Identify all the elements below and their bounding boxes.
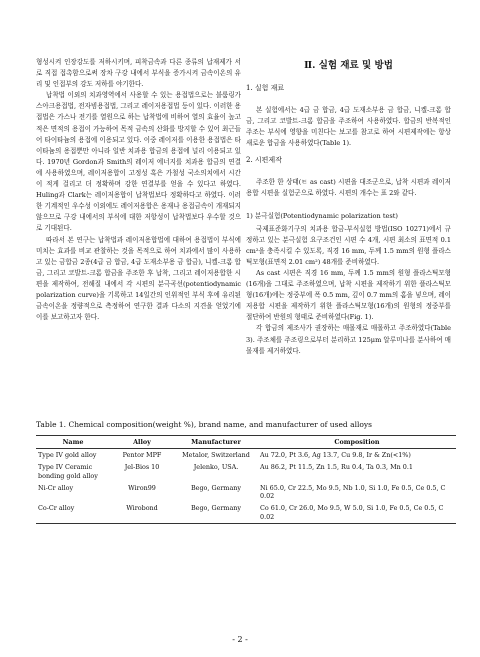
cell-manufacturer: Jelenko, USA. <box>193 463 239 472</box>
section-title: Ⅱ. 실험 재료 및 방법 <box>304 60 393 71</box>
right-column <box>246 57 451 357</box>
table-row <box>36 461 456 482</box>
specimen-paragraph: 주조한 한 상태(ㅌ as cast) 시편을 대조군으로, 납착 시편과 레이저용합 시편을 실험군으로 하였다. 시편의 개수는 표 2와 같다. <box>246 178 451 198</box>
cell-composition: Co 61.0, Cr 26.0, Mo 9.5, W 5.0, Si 1.0, Fe 0.5, Ce 0.5, C 0.02 <box>258 502 456 523</box>
header-alloy: Alloy <box>110 436 174 449</box>
intro-paragraph-2: 납착법 이외의 치과영역에서 사용할 수 있는 용접법으로는 블룸링가스아크용접법, 전자빔용접법, 그리고 레이저용접법 등이 있다. 이러한 용접법은 가스나 전기를 열원으로 하는 납착법에 비하여 열의 효율이 높고 적은 면적의 용접이 가능하여 목적 금속의 산화를 방지할 수 있어 최근들어 타이타늄의 용접에 이용되고 있다. 이중 레이저를 이용한 용접법은 타이타늄의 용접뿐만 아니라 일반 치과용 합금의 용접에 널리 이용되고 있다. 1970년 Gordon과 Smith의 레이저 에너지를 치과용 합금의 연결에 사용하였으며, 레이저용합이 고정성 혹은 가철성 국소의치에서 시간이 적게 걸리고 더 정확하며 강한 연결부를 얻을 수 있다고 하였다. Huling과 Clark는 레이저용합이 납착법보다 정확하다고 하였다. 이러한 기계적인 우수성 이외에도 레이저용합은 용재나 용접금속이 개재되지 않으므로 구강 내에서의 부식에 대한 저항성이 납착법보다 우수할 것으로 기대된다. <box>36 91 241 233</box>
table-row <box>36 502 456 523</box>
materials-paragraph: 본 실험에서는 4급 금 합금, 4급 도재소부용 금 합금, 니켈-크롬 합금, 그리고 코발트-크롬 합금을 주조하여 사용하였다. 합금의 반복적인 주조는 부식에 영향을 미친다는 보고를 참고로 하여 시편제작에는 항상 새로운 합금을 사용하였다(Table 1). <box>246 106 451 148</box>
cell-name: Type IV Ceramic bonding gold alloy <box>38 463 98 480</box>
cell-alloy: Wiron99 <box>128 483 156 492</box>
cell-composition: Au 72.0, Pt 3.6, Ag 13.7, Cu 9.8, Ir & Zn(<1%) <box>260 451 411 459</box>
table-header-row <box>36 436 456 449</box>
table-row <box>36 482 456 503</box>
polarization-test-title: 1) 분극실험(Potentiodynamic polarization test) <box>246 211 398 220</box>
cell-manufacturer: Metalor, Switzerland <box>182 451 250 459</box>
alloy-table <box>36 435 456 524</box>
table-1 <box>36 420 456 524</box>
cell-alloy: Wirobond <box>110 502 174 523</box>
cell-alloy: Pentor MPF <box>122 451 162 459</box>
cell-composition: Au 86.2, Pt 11.5, Zn 1.5, Ru 0.4, Ta 0.3, Mn 0.1 <box>260 463 413 472</box>
cell-name: Co-Cr alloy <box>36 502 110 523</box>
cell-name: Ni-Cr alloy <box>38 483 74 492</box>
polarization-paragraph-3: 각 합금의 제조사가 권장하는 매몰재로 매몰하고 주조하였다(Table 3). 주조체를 주조링으로부터 분리하고 125μm 알루미나를 분사하여 매몰재를 제거하였다. <box>246 324 451 355</box>
subsection-materials-title: 1. 실험 재료 <box>246 84 285 92</box>
header-composition: Composition <box>258 436 456 449</box>
table-row <box>36 449 456 462</box>
intro-paragraph-1: 형성시켜 인장강도를 저하시키며, 피착금속과 다른 종류의 납재제가 서로 직접 접촉함으로써 장차 구강 내에서 부식을 증가시켜 금속이온의 유리 및 인접부의 강도 저하를 야기한다. <box>36 58 241 89</box>
cell-alloy: Jel-Bios 10 <box>124 463 160 472</box>
cell-composition: Ni 65.0, Cr 22.5, Mo 9.5, Nb 1.0, Si 1.0, Fe 0.5, Ce 0.5, C 0.02 <box>260 483 446 501</box>
polarization-paragraph-2: As cast 시편은 직경 16 mm, 두께 1.5 mm의 원형 플라스틱모형(16개)을 그대로 주조하였으며, 납착 시편을 제작하기 위한 플라스틱모형(16개)에는 정중부에 폭 0.5 mm, 깊이 0.7 mm의 홈을 넣으며, 레이저용합 시편을 제작하기 위한 플라스틱모형(16개)의 원형의 정중부를 절단하여 반원의 형태로 준비하였다(Fig. 1). <box>246 268 451 322</box>
intro-paragraph-3: 따라서 본 연구는 납착법과 레이저용합법에 대하여 용접법이 부식에 미치는 효과를 비교 관찰하는 것을 목적으로 하여 치과에서 많이 사용하고 있는 금합금 2종(4급 금 합금, 4급 도재소부용 금 합금), 니켈-크롬 합금, 그리고 코발트-크롬 합금을 주조한 후 납착, 그리고 레이저용합한 시편을 제작하여, 전해질 내에서 각 시편의 분극곡선(potentiodynamic polarization curve)을 기록하고 14일간의 인위적인 부식 후에 유리된 금속이온을 정량적으로 측정하여 연구한 결과 다소의 지견을 얻었기에 이를 보고하고자 한다. <box>36 235 241 322</box>
cell-name: Type IV gold alloy <box>38 451 97 459</box>
header-manufacturer: Manufacturer <box>174 436 258 449</box>
left-column <box>36 57 241 323</box>
header-name: Name <box>36 436 110 449</box>
subsection-specimen-title: 2. 시편제작 <box>246 156 282 165</box>
cell-manufacturer: Bego, Germany <box>190 483 242 492</box>
page-number: - 2 - <box>232 635 248 644</box>
cell-manufacturer: Bego, Germany <box>174 502 258 523</box>
polarization-paragraph-1: 국제표준화기구의 치과용 합금-부식실험 방법(ISO 10271)에서 규정하고 있는 분극실험 요구조건인 시편 수 4개, 시편 최소의 표면적 0.1 cm²을 충족시킬 수 있도록, 직경 16 mm, 두께 1.5 mm의 원형 플라스틱모형(표면적 2.01 cm²) 48개를 준비하였다. <box>246 224 451 266</box>
table-caption: Table 1. Chemical composition(weight %), brand name, and manufacturer of used alloys <box>36 420 372 429</box>
